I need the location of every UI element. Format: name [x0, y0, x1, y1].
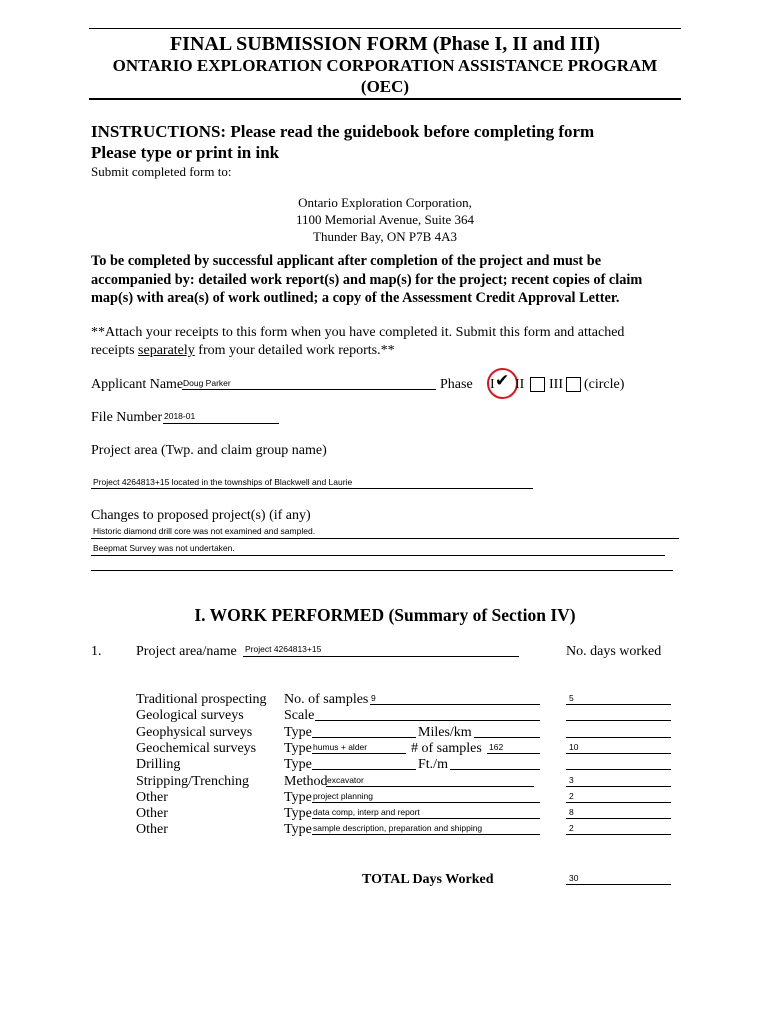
work-field-2[interactable] [487, 753, 540, 754]
days-value: 8 [569, 807, 574, 817]
days-field[interactable] [566, 786, 671, 787]
days-field[interactable] [566, 753, 671, 754]
phase-2-checkbox[interactable] [530, 377, 545, 392]
project-area-name-label: Project area/name [136, 644, 237, 659]
total-days-value: 30 [569, 873, 579, 883]
work-category: Other [136, 806, 168, 821]
work-field-label: Scale [284, 708, 315, 723]
work-field-2-value: 162 [489, 742, 504, 752]
total-days-label: TOTAL Days Worked [362, 872, 494, 887]
project-area-name-value: Project 4264813+15 [245, 644, 322, 654]
header-top-rule [89, 28, 681, 29]
attach-note-line-1: **Attach your receipts to this form when you have completed it. Submit this form and attached [91, 325, 625, 340]
work-category: Other [136, 822, 168, 837]
address-street: 1100 Memorial Avenue, Suite 364 [295, 212, 474, 227]
project-area-field[interactable] [91, 488, 533, 489]
work-field-label: Type [284, 790, 312, 805]
changes-line-1-value: Historic diamond drill core was not examined and sampled. [93, 526, 316, 536]
attach-note-separately: separately [138, 343, 195, 358]
submit-to-label: Submit completed form to: [91, 164, 232, 179]
applicant-name-label: Applicant Name [91, 377, 184, 392]
work-field[interactable] [312, 802, 540, 803]
work-field-value: data comp, interp and report [313, 807, 420, 817]
work-field-value: humus + alder [313, 742, 368, 752]
work-field-label: Method [284, 774, 328, 789]
program-abbrev: (OEC) [360, 77, 410, 96]
work-field-value: excavator [327, 775, 364, 785]
attach-note-line-2 [91, 343, 395, 359]
work-field-label-2: # of samples [411, 741, 482, 756]
days-value: 3 [569, 775, 574, 785]
changes-line-3-field[interactable] [91, 570, 673, 571]
work-category: Geophysical surveys [136, 725, 253, 740]
section-1-title: I. WORK PERFORMED (Summary of Section IV) [194, 605, 576, 625]
work-field-label: Type [284, 741, 312, 756]
phase-1-circle[interactable] [487, 368, 518, 399]
file-number-field[interactable] [163, 423, 279, 424]
instructions-heading: INSTRUCTIONS: Please read the guidebook before completing form [91, 122, 595, 141]
days-value: 2 [569, 823, 574, 833]
days-field[interactable] [566, 704, 671, 705]
changes-line-2-value: Beepmat Survey was not undertaken. [93, 543, 235, 553]
attach-note-post: from your detailed work reports.** [194, 343, 395, 358]
project-area-value: Project 4264813+15 located in the townships of Blackwell and Laurie [93, 477, 353, 487]
requirements-line-2: accompanied by: detailed work report(s) and map(s) for the project; recent copies of claim [91, 272, 643, 288]
project-area-name-field[interactable] [243, 656, 519, 657]
work-category: Traditional prospecting [136, 692, 267, 707]
work-field-label-2: Ft./m [418, 757, 448, 772]
work-field[interactable] [312, 769, 416, 770]
applicant-name-value: Doug Parker [183, 378, 231, 388]
days-value: 5 [569, 693, 574, 703]
attach-note-pre: receipts [91, 343, 139, 358]
work-field-label: No. of samples [284, 692, 369, 707]
work-field-2[interactable] [450, 769, 540, 770]
phase-3-checkbox[interactable] [566, 377, 581, 392]
changes-line-2-field[interactable] [91, 555, 665, 556]
days-field[interactable] [566, 818, 671, 819]
work-field-2[interactable] [474, 737, 540, 738]
days-value: 10 [569, 742, 579, 752]
work-field-value: project planning [313, 791, 374, 801]
form-title: FINAL SUBMISSION FORM (Phase I, II and III) [169, 33, 601, 55]
requirements-line-3: map(s) with area(s) of work outlined; a copy of the Assessment Credit Approval Letter. [91, 290, 620, 306]
work-field-label: Type [284, 725, 312, 740]
work-category: Geochemical surveys [136, 741, 257, 756]
days-field[interactable] [566, 769, 671, 770]
file-number-label: File Number [91, 410, 163, 425]
address-city: Thunder Bay, ON P7B 4A3 [313, 229, 457, 244]
days-worked-header: No. days worked [566, 644, 662, 659]
work-field-label-2: Miles/km [418, 725, 472, 740]
program-name: ONTARIO EXPLORATION CORPORATION ASSISTANCE PROGRAM [112, 56, 658, 75]
work-field[interactable] [312, 818, 540, 819]
phase-option-1: I [490, 377, 495, 392]
days-field[interactable] [566, 802, 671, 803]
phase-option-3: III [549, 377, 563, 392]
phase-1-checkmark: ✔ [495, 371, 510, 391]
work-field[interactable] [312, 737, 416, 738]
work-field-label: Type [284, 806, 312, 821]
header-bottom-rule [89, 98, 681, 100]
total-days-field[interactable] [566, 884, 671, 885]
changes-line-1-field[interactable] [91, 538, 679, 539]
work-field-label: Type [284, 822, 312, 837]
days-value: 2 [569, 791, 574, 801]
work-category: Stripping/Trenching [136, 774, 250, 789]
phase-option-2: II [515, 377, 525, 392]
item-number: 1. [91, 644, 102, 659]
work-field[interactable] [370, 704, 540, 705]
changes-label: Changes to proposed project(s) (if any) [91, 508, 311, 523]
work-category: Drilling [136, 757, 181, 772]
work-field[interactable] [312, 753, 406, 754]
address-org: Ontario Exploration Corporation, [298, 195, 472, 210]
requirements-line-1: To be completed by successful applicant after completion of the project and must be [91, 253, 602, 269]
work-field[interactable] [312, 834, 540, 835]
work-field-label: Type [284, 757, 312, 772]
work-category: Other [136, 790, 168, 805]
days-field[interactable] [566, 720, 671, 721]
work-field[interactable] [315, 720, 540, 721]
file-number-value: 2018-01 [164, 411, 196, 421]
instructions-ink: Please type or print in ink [91, 143, 280, 162]
days-field[interactable] [566, 834, 671, 835]
applicant-name-field[interactable] [182, 389, 436, 390]
work-field-value: 9 [371, 693, 376, 703]
phase-circle-note: (circle) [584, 377, 625, 392]
project-area-label: Project area (Twp. and claim group name) [91, 443, 327, 458]
phase-label: Phase [440, 377, 473, 392]
work-field-value: sample description, preparation and shipping [313, 823, 483, 833]
days-field[interactable] [566, 737, 671, 738]
work-field[interactable] [326, 786, 534, 787]
work-category: Geological surveys [136, 708, 244, 723]
